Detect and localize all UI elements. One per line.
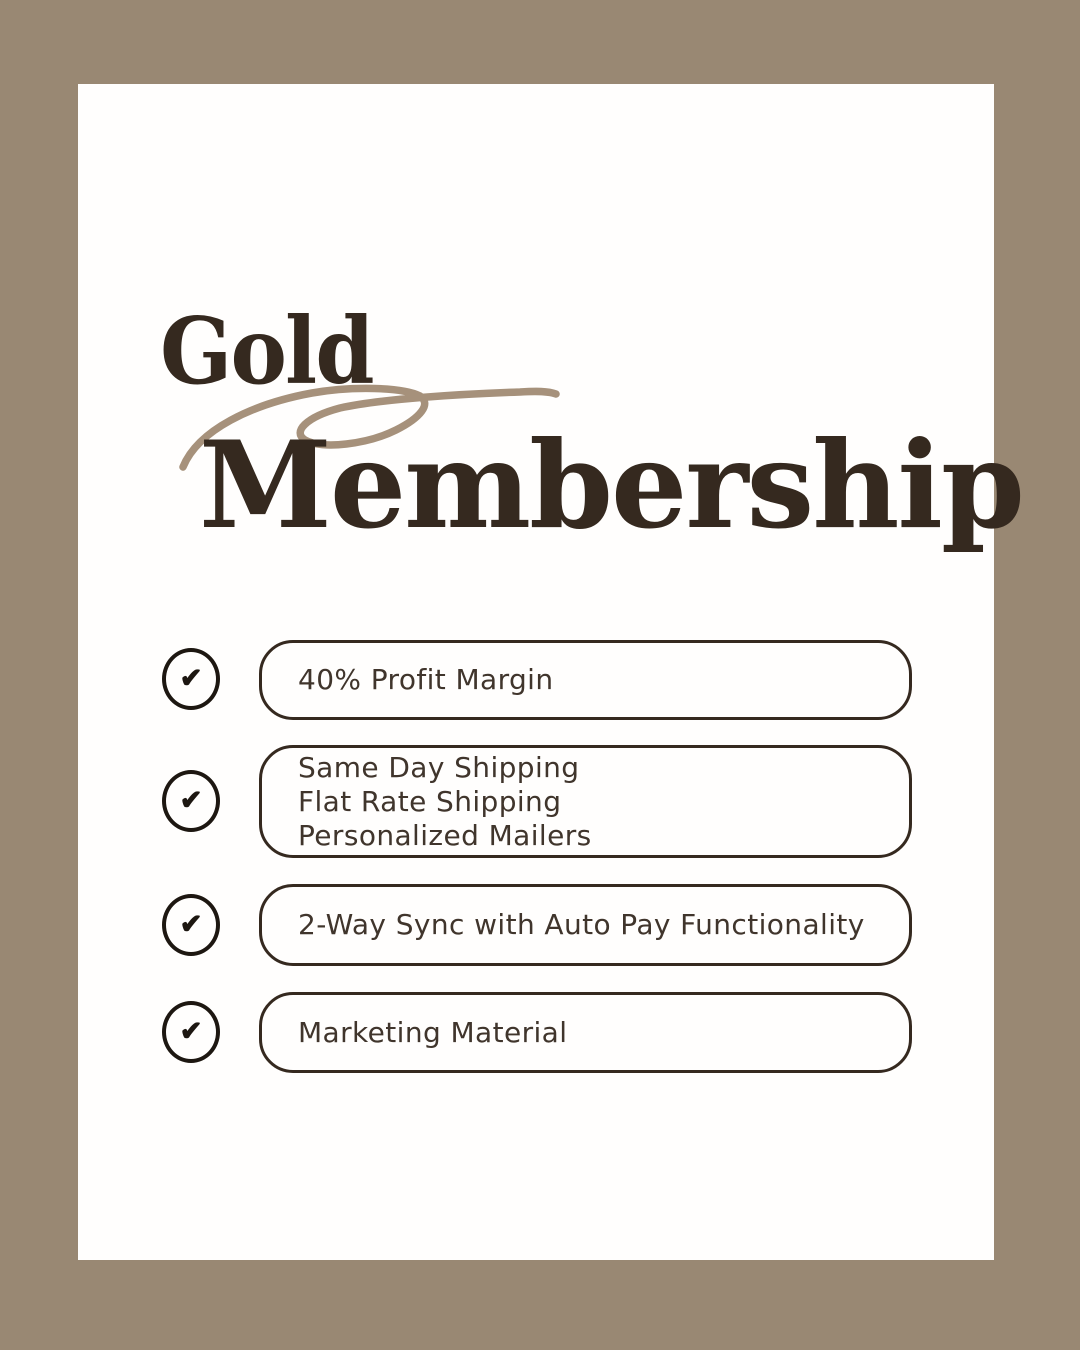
feature-box-sync [259,884,912,966]
title-line2: Membership [199,415,1023,556]
check-circle-icon [162,1001,220,1063]
check-icon: ✔ [179,1015,203,1047]
check-icon: ✔ [179,662,203,694]
check-circle-icon [162,648,220,710]
feature-text: 2-Way Sync with Auto Pay Functionality [298,908,865,941]
check-circle-icon [162,894,220,956]
feature-text: Flat Rate Shipping [298,784,562,818]
feature-text: 40% Profit Margin [298,663,554,696]
feature-text: Personalized Mailers [298,818,592,852]
feature-box-shipping [259,745,912,858]
check-icon: ✔ [179,908,203,940]
check-icon: ✔ [179,784,203,816]
feature-text: Same Day Shipping [298,750,580,784]
feature-box-profit-margin [259,640,912,720]
check-circle-icon [162,770,220,832]
title-line1: Gold [160,297,373,405]
feature-box-marketing [259,992,912,1073]
feature-text: Marketing Material [298,1015,568,1049]
